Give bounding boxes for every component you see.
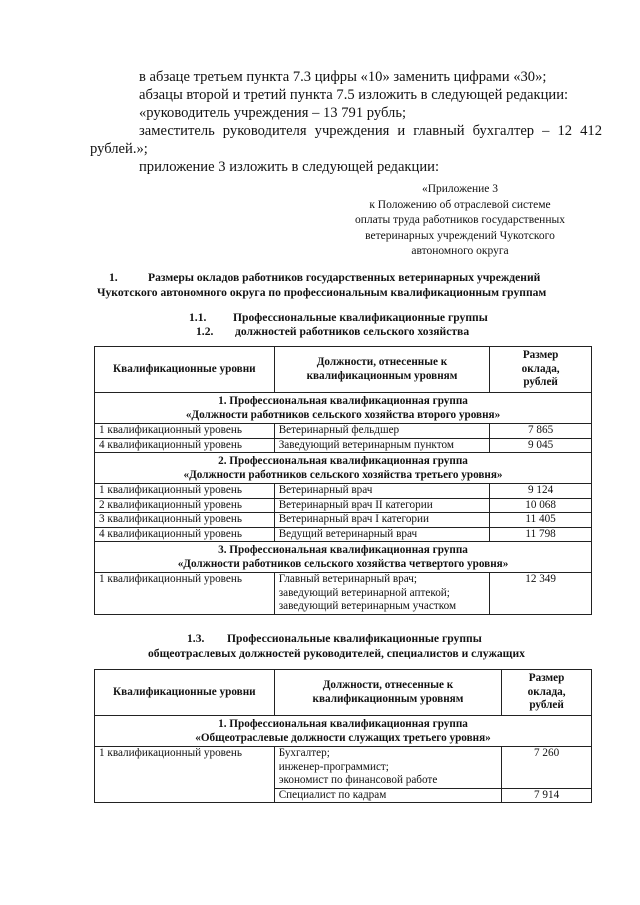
salary-table-general: [94, 669, 592, 803]
position-line: инженер-программист;: [278, 760, 389, 773]
header-salary-line-1: Размер: [528, 672, 565, 685]
appendix-line-3: оплаты труда работников государственных: [355, 214, 565, 226]
subsection-1-1-title: Профессиональные квалификационные группы: [233, 311, 488, 324]
header-qualification-levels: Квалификационные уровни: [95, 347, 275, 393]
header-positions: [274, 347, 490, 393]
position-cell: Ветеринарный врач II категории: [274, 498, 490, 513]
level-cell: 1 квалификационный уровень: [95, 424, 275, 439]
position-line: Бухгалтер;: [278, 747, 330, 759]
position-cell: Ветеринарный врач: [274, 484, 490, 499]
group-row: [95, 716, 592, 747]
level-cell: 4 квалификационный уровень: [95, 438, 275, 453]
section-1-title-line-2: Чукотского автономного округа по профессиональным квалификационным группам: [97, 286, 547, 299]
table-header-row: [95, 347, 592, 393]
level-cell: 4 квалификационный уровень: [95, 527, 275, 542]
intro-line-4a: заместитель руководителя учреждения и главный бухгалтер – 12 412: [139, 123, 602, 139]
group-3-title: 3. Профессиональная квалификационная группа: [218, 544, 468, 556]
appendix-line-1: «Приложение 3: [421, 183, 499, 195]
level-cell: 1 квалификационный уровень: [95, 484, 275, 499]
header-salary: [502, 670, 592, 716]
intro-line-3: «руководитель учреждения – 13 791 рубль;: [139, 105, 407, 121]
group-1-subtitle: «Общеотраслевые должности служащих третьего уровня»: [195, 732, 491, 744]
group-row: [95, 542, 592, 573]
subsection-1-3-title-line-2: общеотраслевых должностей руководителей, специалистов и служащих: [148, 647, 525, 660]
position-cell: Заведующий ветеринарным пунктом: [274, 438, 490, 453]
salary-cell: 7 865: [490, 424, 592, 439]
level-cell: 3 квалификационный уровень: [95, 513, 275, 528]
appendix-line-2: к Положению об отраслевой системе: [369, 198, 551, 211]
position-cell: Ветеринарный фельдшер: [274, 424, 490, 439]
header-salary-line-1: Размер: [522, 349, 559, 362]
table-header-row: [95, 670, 592, 716]
appendix-line-5: автономного округа: [411, 245, 509, 257]
header-positions-line-1: Должности, отнесенные к: [316, 356, 448, 368]
table-row: [95, 573, 592, 615]
table-row: [95, 424, 592, 439]
header-salary: [490, 347, 592, 393]
table-row: [95, 747, 592, 789]
group-1-title: 1. Профессиональная квалификационная группа: [218, 395, 468, 407]
group-1-heading: [95, 716, 592, 747]
position-line: Главный ветеринарный врач;: [278, 573, 418, 585]
header-salary-line-3: рублей: [529, 699, 564, 712]
position-line: заведующий ветеринарной аптекой;: [278, 586, 450, 599]
header-positions-line-2: квалификационным уровням: [312, 692, 464, 705]
intro-line-5: приложение 3 изложить в следующей редакции:: [139, 159, 439, 175]
header-salary-line-2: оклада,: [521, 362, 560, 375]
position-cell: Ветеринарный врач I категории: [274, 513, 490, 528]
salary-cell: 9 124: [490, 484, 592, 499]
group-1-heading: [95, 393, 592, 424]
level-cell: 1 квалификационный уровень: [95, 747, 275, 803]
group-2-title: 2. Профессиональная квалификационная группа: [218, 455, 468, 467]
level-cell: 1 квалификационный уровень: [95, 573, 275, 615]
header-salary-line-3: рублей: [523, 376, 558, 389]
position-line: заведующий ветеринарным участком: [278, 600, 457, 612]
subsection-1-2-number: 1.2.: [196, 325, 214, 338]
appendix-reference: [330, 182, 590, 260]
subsection-1-3-number: 1.3.: [187, 632, 205, 645]
header-positions-line-1: Должности, отнесенные к: [322, 679, 454, 691]
header-positions: [274, 670, 501, 716]
salary-cell: 11 405: [490, 513, 592, 528]
salary-cell: 9 045: [490, 438, 592, 453]
subsection-1-1-number: 1.1.: [189, 311, 207, 324]
position-cell: Специалист по кадрам: [274, 788, 501, 803]
position-line: экономист по финансовой работе: [278, 774, 438, 786]
group-row: [95, 393, 592, 424]
salary-cell: 10 068: [490, 498, 592, 513]
position-cell: [274, 747, 501, 789]
group-3-subtitle: «Должности работников сельского хозяйства четвертого уровня»: [177, 558, 509, 570]
subsection-1-2-title: должностей работников сельского хозяйства: [235, 325, 470, 338]
salary-cell: 11 798: [490, 527, 592, 542]
group-1-subtitle: «Должности работников сельского хозяйства второго уровня»: [185, 409, 501, 421]
intro-line-4b: рублей.»;: [90, 141, 148, 157]
header-positions-line-2: квалификационным уровням: [306, 369, 458, 382]
appendix-line-4: ветеринарных учреждений Чукотского: [365, 229, 555, 242]
section-1-number: 1.: [109, 271, 118, 284]
group-1-title: 1. Профессиональная квалификационная группа: [218, 718, 468, 730]
header-qualification-levels: Квалификационные уровни: [95, 670, 275, 716]
salary-table-agriculture: [94, 346, 592, 615]
section-1-title-line-1: Размеры окладов работников государственных ветеринарных учреждений: [148, 271, 541, 284]
salary-cell: 7 914: [502, 788, 592, 803]
table-row: [95, 498, 592, 513]
table-row: [95, 484, 592, 499]
position-cell: [274, 573, 490, 615]
header-salary-line-2: оклада,: [527, 685, 566, 698]
subsection-1-3-title-line-1: Профессиональные квалификационные группы: [227, 632, 482, 645]
group-2-heading: [95, 453, 592, 484]
position-cell: Ведущий ветеринарный врач: [274, 527, 490, 542]
intro-line-2: абзацы второй и третий пункта 7.5 изложить в следующей редакции:: [139, 87, 569, 103]
group-2-subtitle: «Должности работников сельского хозяйства третьего уровня»: [183, 469, 503, 481]
table-row: [95, 513, 592, 528]
table-row: [95, 527, 592, 542]
salary-cell: 7 260: [502, 747, 592, 789]
group-row: [95, 453, 592, 484]
salary-cell: 12 349: [490, 573, 592, 615]
level-cell: 2 квалификационный уровень: [95, 498, 275, 513]
group-3-heading: [95, 542, 592, 573]
intro-line-1: в абзаце третьем пункта 7.3 цифры «10» заменить цифрами «30»;: [139, 69, 547, 85]
table-row: [95, 438, 592, 453]
